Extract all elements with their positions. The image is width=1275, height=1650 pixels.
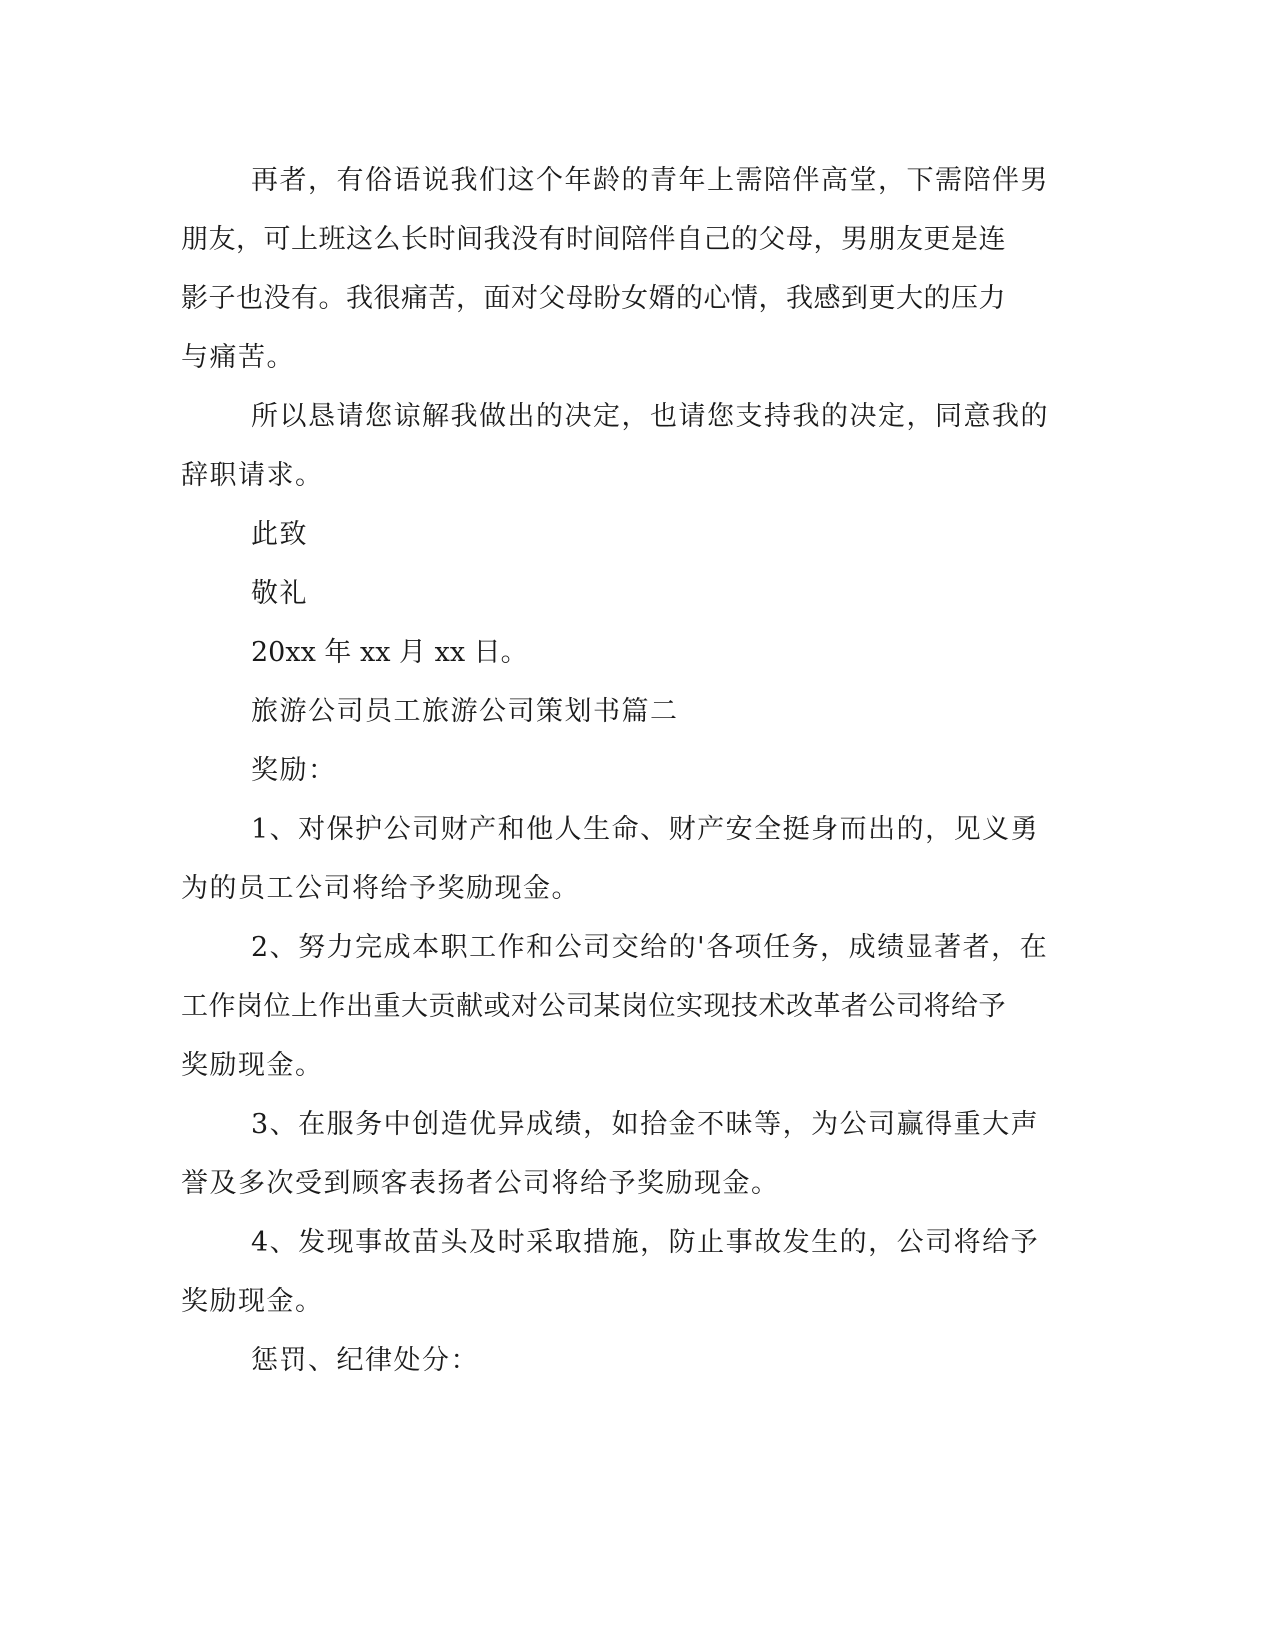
paragraph-line: 再者，有俗语说我们这个年龄的青年上需陪伴高堂，下需陪伴男: [251, 165, 1049, 196]
paragraph-line: 与痛苦。: [181, 342, 295, 373]
paragraph-line: 朋友，可上班这么长时间我没有时间陪伴自己的父母，男朋友更是连: [181, 224, 1006, 255]
paragraph-line: 辞职请求。: [181, 460, 324, 491]
closing-salutation: 敬礼: [251, 578, 308, 609]
section-heading: 惩罚、纪律处分：: [251, 1345, 479, 1376]
list-item-line: 4、发现事故苗头及时采取措施，防止事故发生的，公司将给予: [251, 1227, 1040, 1258]
list-item-line: 3、在服务中创造优异成绩，如拾金不昧等，为公司赢得重大声: [251, 1109, 1040, 1140]
list-item-line: 工作岗位上作出重大贡献或对公司某岗位实现技术改革者公司将给予: [181, 991, 1006, 1022]
list-item-line: 誉及多次受到顾客表扬者公司将给予奖励现金。: [181, 1168, 780, 1199]
list-item-line: 为的员工公司将给予奖励现金。: [181, 873, 580, 904]
list-item-line: 2、努力完成本职工作和公司交给的'各项任务，成绩显著者，在: [251, 932, 1049, 963]
list-item-line: 奖励现金。: [181, 1286, 324, 1317]
paragraph-line: 影子也没有。我很痛苦，面对父母盼女婿的心情，我感到更大的压力: [181, 283, 1006, 314]
closing-salutation: 此致: [251, 519, 308, 550]
date-line: 20xx 年 xx 月 xx 日。: [251, 637, 528, 668]
list-item-line: 1、对保护公司财产和他人生命、财产安全挺身而出的，见义勇: [251, 814, 1040, 845]
paragraph-line: 所以恳请您谅解我做出的决定，也请您支持我的决定，同意我的: [251, 401, 1049, 432]
section-title: 旅游公司员工旅游公司策划书篇二: [251, 696, 679, 727]
list-item-line: 奖励现金。: [181, 1050, 324, 1081]
section-heading: 奖励：: [251, 755, 337, 786]
